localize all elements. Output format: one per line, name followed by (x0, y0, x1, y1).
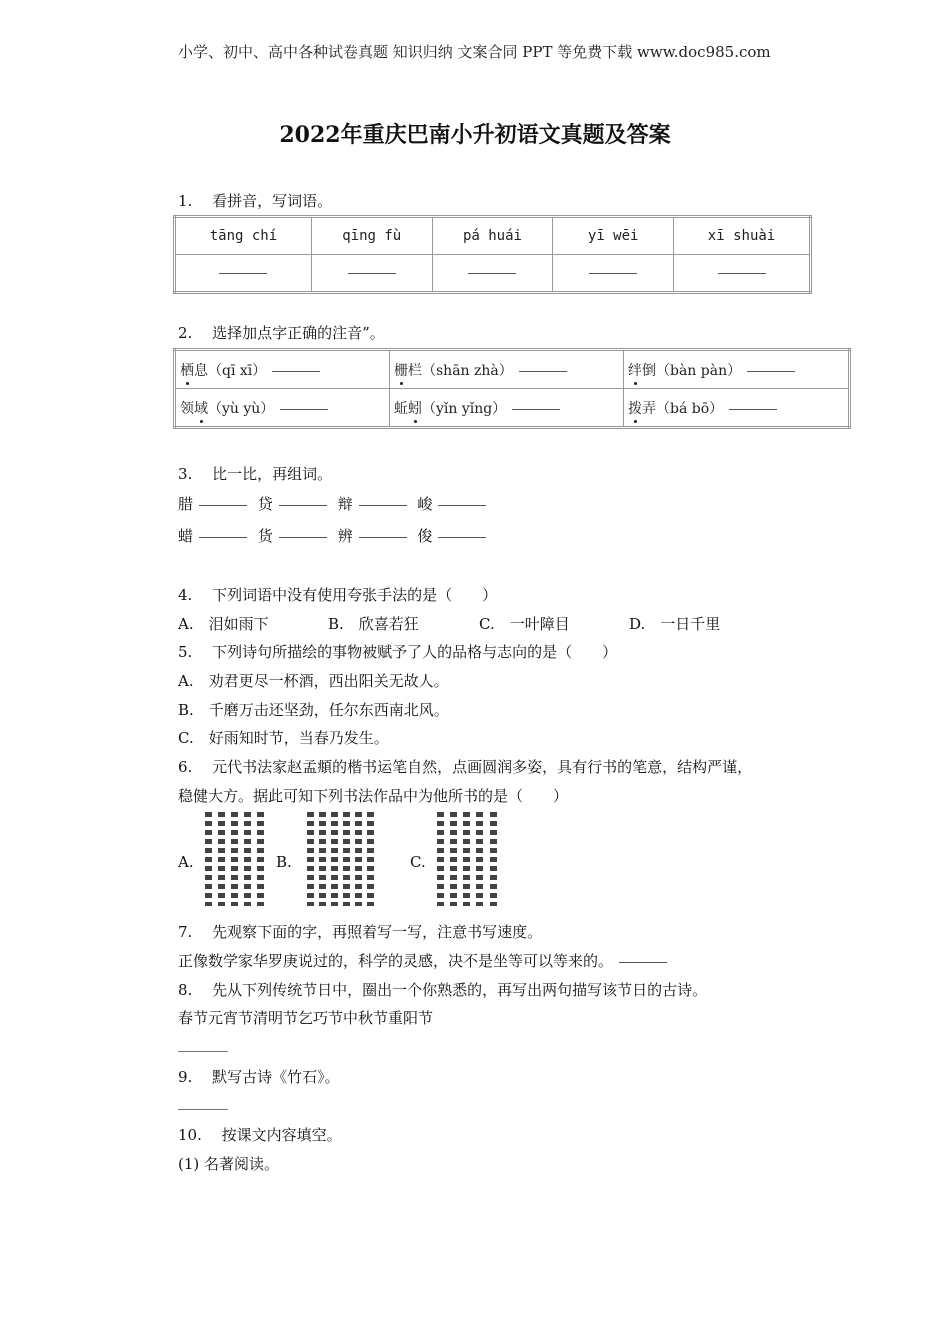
word-rest: 蚯 (394, 400, 408, 417)
pinyin-cell: tāng chí (175, 217, 312, 255)
question-1-label: 1. 看拼音，写词语。 (178, 192, 333, 210)
question-3-label: 3. 比一比，再组词。 (178, 465, 333, 483)
answer-blank[interactable] (512, 408, 560, 410)
option-c[interactable]: C. 好雨知时节，当春乃发生。 (178, 729, 389, 747)
char: 辨 (337, 527, 353, 545)
option-d[interactable]: D. 一日千里 (629, 615, 721, 633)
answer-blank[interactable] (729, 408, 777, 410)
option-b-label[interactable]: B. (276, 853, 292, 871)
question-5-label: 5. 下列诗句所描绘的事物被赋予了人的品格与志向的是（ ） (178, 643, 618, 661)
pronunciation-table (173, 348, 851, 429)
question-9-label: 9. 默写古诗《竹石》。 (178, 1068, 340, 1086)
word-rest: 弄 (642, 400, 656, 417)
option-b[interactable]: B. 欣喜若狂 (328, 615, 419, 633)
question-10-label: 10. 按课文内容填空。 (178, 1126, 342, 1144)
char: 贷 (257, 495, 273, 513)
char: 货 (257, 527, 273, 545)
page-header: 小学、初中、高中各种试卷真题 知识归纳 文案合同 PPT 等免费下载 www.doc985.com (178, 43, 771, 61)
answer-blank[interactable] (199, 504, 247, 506)
question-6-line-2: 稳健大方。据此可知下列书法作品中为他所书的是（ ） (178, 787, 569, 805)
char: 蜡 (178, 527, 194, 545)
answer-blank[interactable] (178, 1109, 228, 1110)
reading-options: （bàn pàn） (656, 362, 742, 379)
copy-text (178, 950, 673, 971)
question-6-line-1: 6. 元代书法家赵孟頫的楷书运笔自然，点画圆润多姿，具有行书的笔意，结构严谨， (178, 758, 753, 776)
pinyin-cell: pá huái (432, 217, 553, 255)
answer-blank[interactable] (718, 272, 766, 274)
dotted-char: 栖 (180, 360, 194, 380)
question-8-label: 8. 先从下列传统节日中，圈出一个你熟悉的，再写出两句描写该节日的古诗。 (178, 981, 708, 999)
dotted-char: 绊 (628, 360, 642, 380)
pinyin-table (173, 215, 812, 294)
calligraphy-sample-c[interactable] (434, 812, 504, 906)
answer-row (175, 255, 811, 293)
answer-blank[interactable] (279, 504, 327, 506)
answer-blank[interactable] (519, 370, 567, 372)
answer-blank[interactable] (438, 504, 486, 506)
calligraphy-sample-a[interactable] (203, 812, 271, 906)
pronunciation-cell (624, 389, 850, 428)
question-7-label: 7. 先观察下面的字，再照着写一写，注意书写速度。 (178, 923, 543, 941)
pronunciation-row (175, 389, 850, 428)
pinyin-cell: yī wēi (553, 217, 674, 255)
reading-options: （yǐn yǐng） (422, 400, 507, 417)
answer-blank[interactable] (280, 408, 328, 410)
option-a[interactable]: A. 泪如雨下 (178, 615, 269, 633)
pronunciation-cell (175, 389, 390, 428)
answer-blank[interactable] (438, 536, 486, 538)
reading-options: （qī xī） (208, 362, 267, 379)
answer-blank[interactable] (219, 272, 267, 274)
answer-blank[interactable] (348, 272, 396, 274)
festival-list[interactable]: 春节元宵节清明节乞巧节中秋节重阳节 (178, 1009, 434, 1027)
answer-blank[interactable] (272, 370, 320, 372)
dotted-char: 拨 (628, 398, 642, 418)
dotted-char: 域 (194, 398, 208, 418)
dotted-char: 栅 (394, 360, 408, 380)
question-4-label: 4. 下列词语中没有使用夸张手法的是（ ） (178, 586, 498, 604)
answer-blank[interactable] (747, 370, 795, 372)
answer-cell[interactable] (432, 255, 553, 293)
answer-cell[interactable] (553, 255, 674, 293)
copy-sentence: 正像数学家华罗庚说过的，科学的灵感，决不是坐等可以等来的。 (178, 952, 614, 970)
answer-blank[interactable] (589, 272, 637, 274)
pronunciation-cell (624, 350, 850, 389)
pronunciation-cell (390, 389, 624, 428)
option-a[interactable]: A. 劝君更尽一杯酒，西出阳关无故人。 (178, 672, 449, 690)
pinyin-cell: xī shuài (674, 217, 811, 255)
reading-options: （yù yù） (208, 400, 275, 417)
pinyin-row (175, 217, 811, 255)
compare-row-1 (178, 493, 492, 514)
option-c-label[interactable]: C. (410, 853, 426, 871)
option-b[interactable]: B. 千磨万击还坚劲，任尔东西南北风。 (178, 701, 449, 719)
option-a-label[interactable]: A. (178, 853, 194, 871)
word-rest: 栏 (408, 362, 422, 379)
char: 俊 (417, 527, 433, 545)
answer-blank[interactable] (178, 1051, 228, 1052)
word-rest: 息 (194, 362, 208, 379)
char: 峻 (417, 495, 433, 513)
reading-options: （shān zhà） (422, 362, 513, 379)
word-rest: 倒 (642, 362, 656, 379)
question-2-label: 2. 选择加点字正确的注音”。 (178, 324, 385, 342)
answer-cell[interactable] (674, 255, 811, 293)
pronunciation-row (175, 350, 850, 389)
char: 辩 (337, 495, 353, 513)
dotted-char: 蚓 (408, 398, 422, 418)
answer-blank[interactable] (468, 272, 516, 274)
option-c[interactable]: C. 一叶障目 (479, 615, 570, 633)
answer-blank[interactable] (359, 536, 407, 538)
answer-blank[interactable] (359, 504, 407, 506)
pronunciation-cell (175, 350, 390, 389)
reading-options: （bá bō） (656, 400, 724, 417)
calligraphy-sample-b[interactable] (305, 812, 375, 906)
answer-cell[interactable] (175, 255, 312, 293)
pinyin-cell: qīng fù (311, 217, 432, 255)
question-10-sub-1: (1) 名著阅读。 (178, 1155, 280, 1173)
pronunciation-cell (390, 350, 624, 389)
answer-blank[interactable] (199, 536, 247, 538)
answer-cell[interactable] (311, 255, 432, 293)
word-rest: 领 (180, 400, 194, 417)
answer-blank[interactable] (279, 536, 327, 538)
compare-row-2 (178, 525, 492, 546)
answer-blank[interactable] (619, 961, 667, 963)
page-title: 2022年重庆巴南小升初语文真题及答案 (279, 122, 671, 148)
char: 腊 (178, 495, 194, 513)
